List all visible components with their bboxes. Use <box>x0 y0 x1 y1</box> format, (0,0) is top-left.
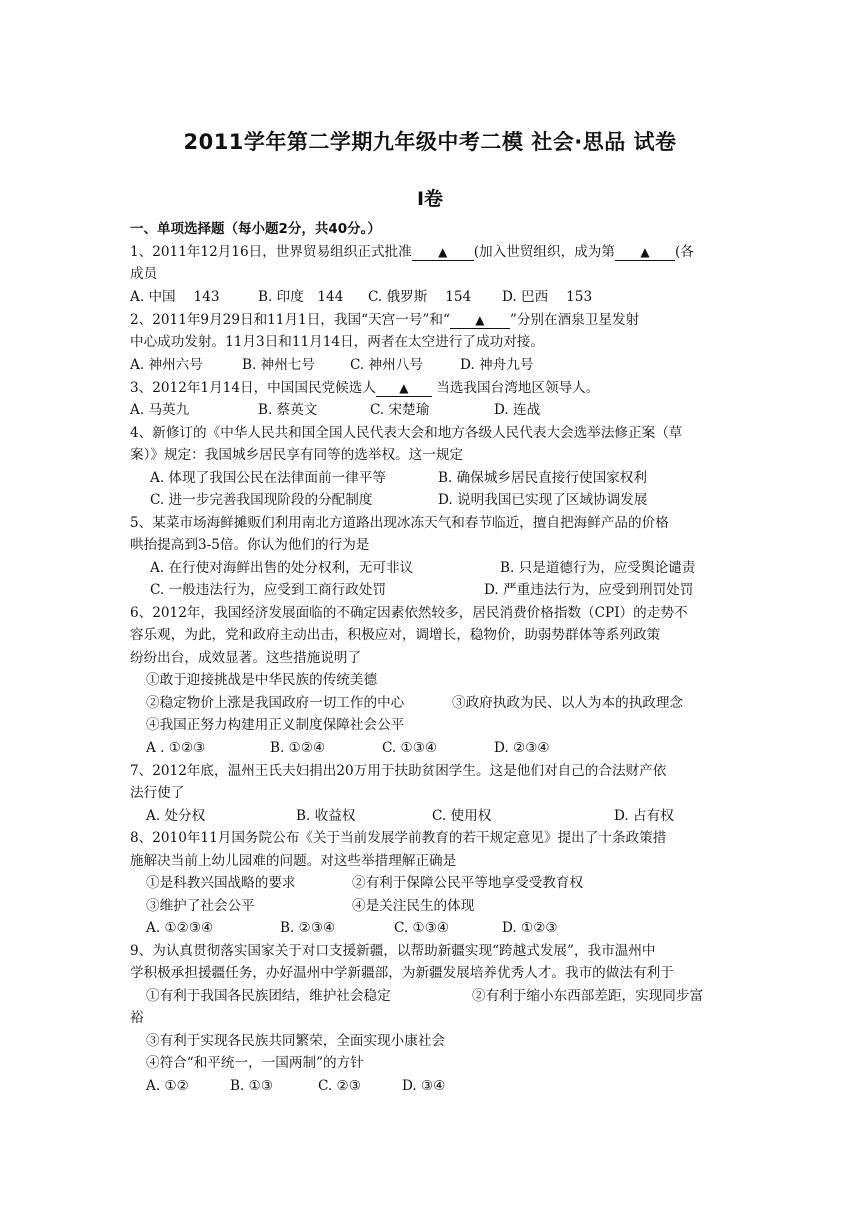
option-b[interactable]: B. ②③④ <box>280 920 336 936</box>
statement-item: ①是科教兴国战略的要求 <box>146 875 296 891</box>
option-a[interactable]: A. 马英九 <box>130 402 190 418</box>
option-row <box>130 286 730 308</box>
option-a[interactable]: A. ①②③④ <box>146 920 214 936</box>
question-text: 案）》规定：我国城乡居民享有同等的选举权。这一规定 <box>130 447 464 463</box>
option-row <box>146 917 730 939</box>
statement-row <box>146 872 730 894</box>
option-d[interactable]: D. 神舟九号 <box>460 357 534 373</box>
option-a[interactable]: A. 神州六号 <box>130 357 203 373</box>
statement-item: ④符合“和平统一，一国两制”的方针 <box>146 1055 364 1071</box>
question-text: 施解决当前上幼儿园难的问题。对这些举措理解正确是 <box>130 853 457 869</box>
option-b[interactable]: B. ①②④ <box>270 740 326 756</box>
section-heading: 一、单项选择题（每小题2分，共40分。） <box>130 221 381 237</box>
option-a[interactable]: A. 中国 143 <box>130 289 220 305</box>
option-row <box>146 805 730 827</box>
option-b[interactable]: B. 印度 144 <box>258 289 344 305</box>
option-c[interactable]: C. 神州八号 <box>350 357 423 373</box>
triangle-icon: ▲ <box>399 381 409 395</box>
option-d[interactable]: D. ①②③ <box>502 920 558 936</box>
option-a[interactable]: A. 体现了我国公民在法律面前一律平等 <box>150 470 386 486</box>
question-6: 6、2012年，我国经济发展面临的不确定因素依然较多，居民消费价格指数（CPI）的走势不 <box>130 605 688 621</box>
statement-item: ③有利于实现各民族共同繁荣，全面实现小康社会 <box>146 1033 446 1049</box>
option-row <box>150 489 730 511</box>
question-3: 3、2012年1月14日，中国国民党候选人 ▲ 当选我国台湾地区领导人。 <box>130 380 600 396</box>
part-heading: I卷 <box>416 188 444 210</box>
option-a[interactable]: A. 处分权 <box>146 808 206 824</box>
option-a[interactable]: A. ①② <box>146 1078 189 1094</box>
question-8: 8、2010年11月国务院公布《关于当前发展学前教育的若干规定意见》提出了十条政策措 <box>130 830 667 846</box>
option-b[interactable]: B. 确保城乡居民直接行使国家权利 <box>438 470 647 486</box>
statement-item: ④是关注民生的体现 <box>352 898 475 914</box>
statement-row <box>146 692 730 714</box>
question-4: 4、新修订的《中华人民共和国全国人民代表大会和地方各级人民代表大会选举法修正案（草 <box>130 425 683 441</box>
option-d[interactable]: D. 连战 <box>494 402 541 418</box>
option-c[interactable]: C. ②③ <box>318 1078 361 1094</box>
page-title: 2011学年第二学期九年级中考二模 社会·思品 试卷 <box>183 130 677 154</box>
option-c[interactable]: C. ①③④ <box>382 740 438 756</box>
option-d[interactable]: D. 占有权 <box>614 808 674 824</box>
statement-item: ②有利于保障公民平等地享受受教育权 <box>352 875 584 891</box>
question-9: 9、为认真贯彻落实国家关于对口支援新疆，以帮助新疆实现“跨越式发展”，我市温州中 <box>130 943 656 959</box>
statement-row <box>146 895 730 917</box>
option-b[interactable]: B. 神州七号 <box>242 357 316 373</box>
answer-blank[interactable] <box>450 312 510 329</box>
statement-continuation: 裕 <box>130 1010 144 1026</box>
option-row <box>150 579 730 601</box>
question-text: 成员 <box>130 266 158 282</box>
option-c[interactable]: C. 进一步完善我国现阶段的分配制度 <box>150 492 373 508</box>
option-a[interactable]: A . ①②③ <box>146 740 206 756</box>
option-row <box>130 354 730 376</box>
option-c[interactable]: C. 宋楚瑜 <box>370 402 430 418</box>
option-d[interactable]: D. 说明我国已实现了区域协调发展 <box>438 492 648 508</box>
option-b[interactable]: B. 蔡英文 <box>258 402 318 418</box>
statement-row <box>146 985 730 1007</box>
option-row <box>150 467 730 489</box>
statement-item: ④我国正努力构建用正义制度保障社会公平 <box>146 717 405 733</box>
statement-item: ②稳定物价上涨是我国政府一切工作的中心 <box>146 695 405 711</box>
triangle-icon: ▲ <box>438 245 448 259</box>
question-7: 7、2012年底，温州王氏夫妇捐出20万用于扶助贫困学生。这是他们对自己的合法财产依 <box>130 763 667 779</box>
option-d[interactable]: D. 巴西 153 <box>502 289 593 305</box>
question-1: 1、2011年12月16日，世界贸易组织正式批准 ▲ (加入世贸组织，成为第 ▲ (各 <box>130 244 694 260</box>
statement-item: ①有利于我国各民族团结，维护社会稳定 <box>146 988 391 1004</box>
question-text: 学积极承担援疆任务，办好温州中学新疆部，为新疆发展培养优秀人才。我市的做法有利于 <box>130 965 674 981</box>
option-d[interactable]: D. ③④ <box>402 1078 446 1094</box>
option-c[interactable]: C. 俄罗斯 154 <box>368 289 472 305</box>
option-row <box>130 399 730 421</box>
statement-item: ③维护了社会公平 <box>146 898 255 914</box>
question-5: 5、某菜市场海鲜摊贩们利用南北方道路出现冰冻天气和春节临近，擅自把海鲜产品的价格 <box>130 515 669 531</box>
question-text: 纷纷出台，成效显著。这些措施说明了 <box>130 650 362 666</box>
option-row <box>146 737 730 759</box>
question-text: 中心成功发射。11月3日和11月14日，两者在太空进行了成功对接。 <box>130 334 544 350</box>
option-c[interactable]: C. ①③④ <box>394 920 450 936</box>
statement-item: ①敢于迎接挑战是中华民族的传统美德 <box>146 672 378 688</box>
statement-item: ③政府执政为民、以人为本的执政理念 <box>452 695 684 711</box>
answer-blank[interactable] <box>615 244 675 261</box>
option-a[interactable]: A. 在行使对海鲜出售的处分权利，无可非议 <box>150 560 414 576</box>
triangle-icon: ▲ <box>475 313 485 327</box>
option-b[interactable]: B. 只是道德行为，应受舆论谴责 <box>500 560 696 576</box>
answer-blank[interactable] <box>412 244 474 261</box>
question-text: 哄抬提高到3-5倍。你认为他们的行为是 <box>130 537 370 553</box>
option-row <box>146 1075 730 1097</box>
option-b[interactable]: B. 收益权 <box>296 808 356 824</box>
question-text: 法行使了 <box>130 785 185 801</box>
question-2: 2、2011年9月29日和11月1日，我国“天宫一号”和“ ▲ ”分别在酒泉卫星发射 <box>130 312 640 328</box>
option-c[interactable]: C. 使用权 <box>432 808 492 824</box>
option-d[interactable]: D. 严重违法行为，应受到刑罚处罚 <box>484 582 694 598</box>
option-d[interactable]: D. ②③④ <box>494 740 550 756</box>
option-row <box>150 557 730 579</box>
answer-blank[interactable] <box>376 380 432 397</box>
option-b[interactable]: B. ①③ <box>230 1078 274 1094</box>
statement-item: ②有利于缩小东西部差距，实现同步富 <box>472 988 704 1004</box>
triangle-icon: ▲ <box>640 245 650 259</box>
option-c[interactable]: C. 一般违法行为，应受到工商行政处罚 <box>150 582 387 598</box>
question-text: 容乐观，为此，党和政府主动出击，积极应对，调增长，稳物价，助弱势群体等系列政策 <box>130 627 661 643</box>
